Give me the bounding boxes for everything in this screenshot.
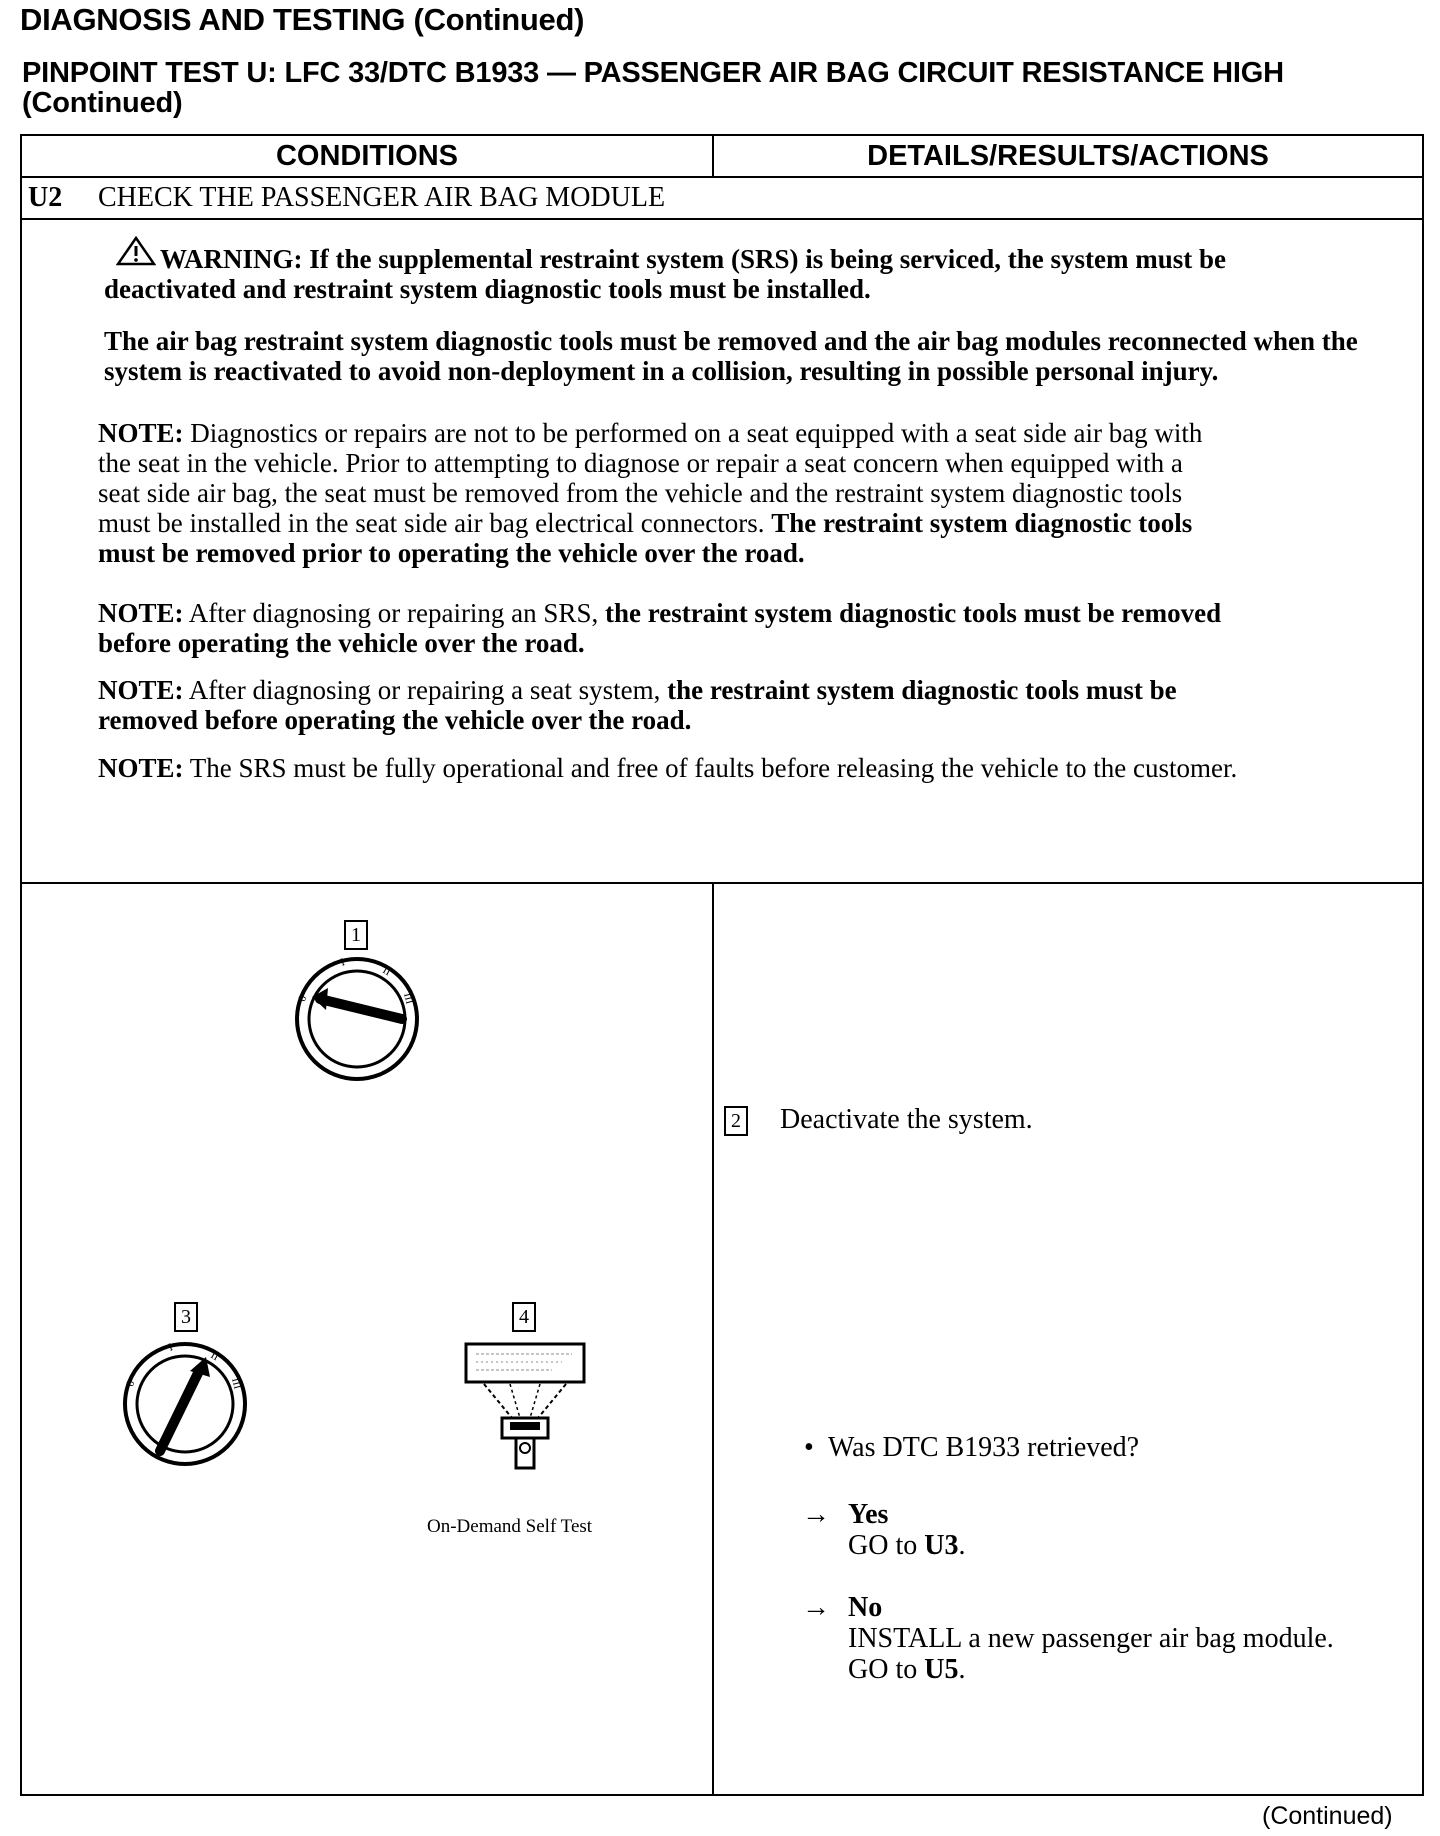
switch-position-3: III bbox=[229, 1376, 244, 1391]
note-2: NOTE: After diagnosing or repairing an SRS, the restraint system diagnostic tools must be removed before operating the vehicle over the road. bbox=[98, 598, 1222, 658]
switch-position-3: III bbox=[401, 991, 416, 1006]
switch-position-1: I bbox=[338, 956, 347, 969]
conditions-column-header: CONDITIONS bbox=[275, 140, 459, 172]
ignition-switch-run-icon bbox=[120, 1339, 250, 1469]
note-4: NOTE: The SRS must be fully operational and free of faults before releasing the vehicle to the customer. bbox=[98, 753, 1238, 783]
table-header-row bbox=[22, 136, 1422, 178]
switch-position-0: 0 bbox=[296, 994, 310, 1003]
note-label: NOTE: bbox=[98, 598, 184, 628]
no-action-line-2: GO to U5. bbox=[848, 1654, 966, 1685]
yes-label: Yes bbox=[848, 1499, 889, 1530]
actions-column-header: DETAILS/RESULTS/ACTIONS bbox=[867, 140, 1269, 172]
warning-notes-block bbox=[22, 220, 1422, 884]
callout-1: 1 bbox=[344, 920, 368, 950]
step-title: CHECK THE PASSENGER AIR BAG MODULE bbox=[98, 182, 666, 213]
note-1: NOTE: Diagnostics or repairs are not to be performed on a seat equipped with a seat side air bag with the seat in the vehicle. Prior to attempting to diagnose or repair a seat concern when equipped with a seat side air bag, the seat must be removed from the vehicle and the restraint system diagnostic tools must be installed in the seat side air bag electrical connectors. The restraint system diagnostic tools must be removed prior to operating the vehicle over the road. bbox=[98, 418, 1203, 568]
switch-position-2: II bbox=[208, 1349, 221, 1364]
tester-caption: On-Demand Self Test bbox=[427, 1516, 593, 1537]
note-label: NOTE: bbox=[98, 675, 184, 705]
column-divider bbox=[712, 884, 714, 1794]
step-detail-area bbox=[22, 884, 1422, 1794]
pinpoint-test-title: PINPOINT TEST U: LFC 33/DTC B1933 — PASSENGER AIR BAG CIRCUIT RESISTANCE HIGH (Continued) bbox=[22, 57, 1284, 119]
callout-3: 3 bbox=[174, 1302, 198, 1332]
note-label: NOTE: bbox=[98, 418, 184, 448]
no-target-step: U5 bbox=[924, 1654, 959, 1685]
note-label: NOTE: bbox=[98, 753, 184, 783]
step-2-text: Deactivate the system. bbox=[780, 1104, 1033, 1135]
pinpoint-test-table bbox=[20, 134, 1424, 1796]
note-3: NOTE: After diagnosing or repairing a seat system, the restraint system diagnostic tools must be removed before operating the vehicle over the road. bbox=[98, 675, 1177, 735]
diagnostic-tester-icon bbox=[462, 1342, 592, 1472]
section-title: DIAGNOSIS AND TESTING (Continued) bbox=[20, 2, 585, 37]
warning-text-1: WARNING: If the supplemental restraint system (SRS) is being serviced, the system must be deactivated and restraint system diagnostic tools must be installed. bbox=[104, 244, 1226, 304]
bullet-icon: • bbox=[804, 1432, 814, 1463]
switch-position-1: I bbox=[166, 1341, 175, 1354]
continued-label: (Continued) bbox=[1262, 1802, 1393, 1830]
no-action-line-1: INSTALL a new passenger air bag module. bbox=[848, 1623, 1334, 1654]
switch-position-2: II bbox=[380, 964, 393, 979]
callout-4: 4 bbox=[512, 1302, 536, 1332]
switch-position-0: 0 bbox=[124, 1379, 138, 1388]
question-text: Was DTC B1933 retrieved? bbox=[828, 1432, 1140, 1463]
ignition-switch-off-icon bbox=[292, 954, 422, 1084]
warning-label: WARNING: bbox=[160, 244, 303, 274]
callout-2: 2 bbox=[724, 1106, 748, 1136]
arrow-right-icon: → bbox=[802, 1499, 830, 1530]
yes-target-step: U3 bbox=[924, 1530, 959, 1561]
arrow-right-icon: → bbox=[802, 1592, 830, 1623]
step-id: U2 bbox=[28, 182, 63, 213]
yes-action: GO to U3. bbox=[848, 1530, 966, 1561]
warning-text-2: The air bag restraint system diagnostic tools must be removed and the air bag modules reconnected when the system is reactivated to avoid non-deployment in a collision, resulting in possible personal injury. bbox=[104, 326, 1358, 386]
step-row bbox=[22, 178, 1422, 220]
no-label: No bbox=[848, 1592, 883, 1623]
